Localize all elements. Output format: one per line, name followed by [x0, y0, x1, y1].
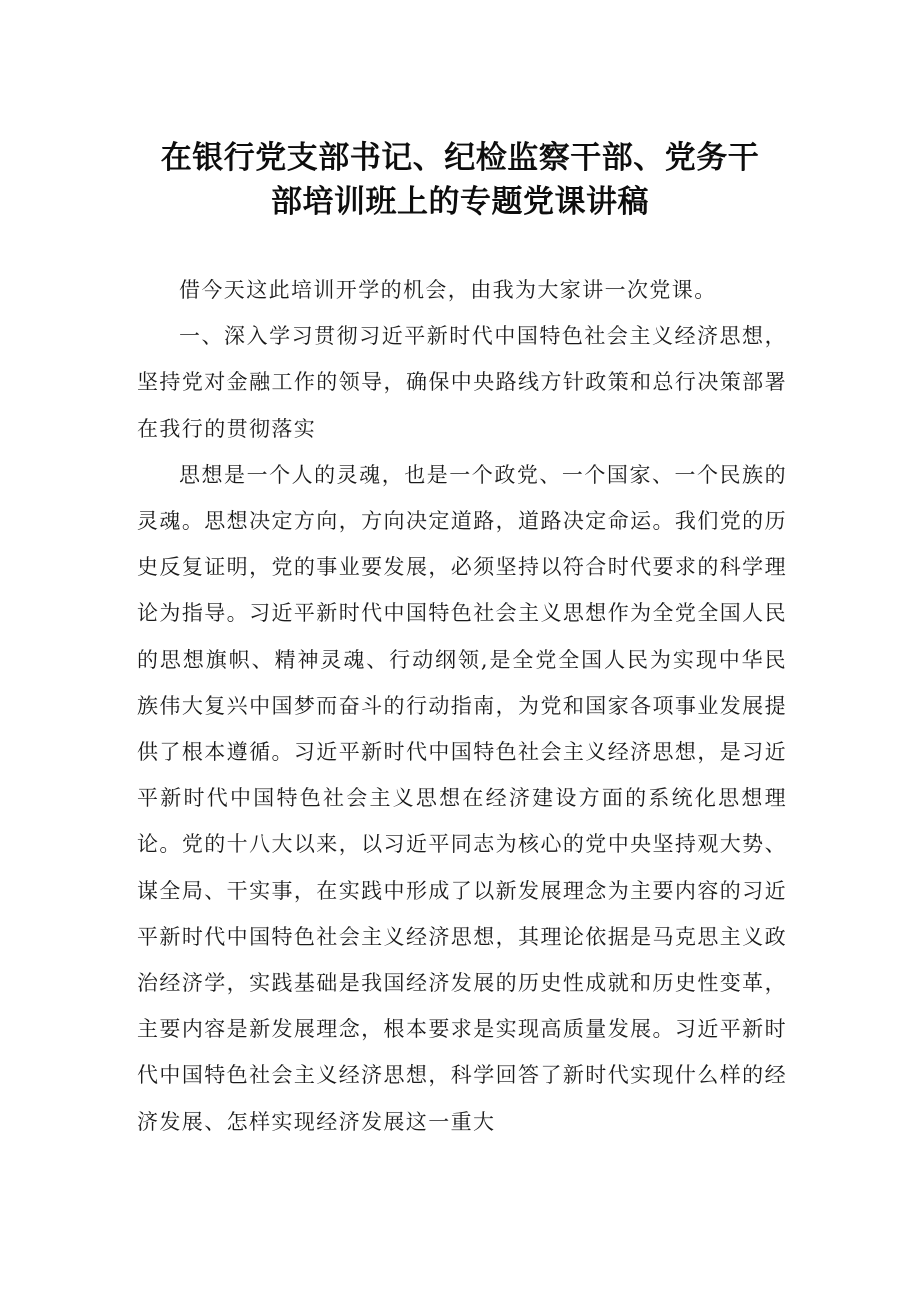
paragraph-main: 思想是一个人的灵魂，也是一个政党、一个国家、一个民族的灵魂。思想决定方向，方向决定道路，道路决定命运。我们党的历史反复证明，党的事业要发展，必须坚持以符合时代要求的科学理论为指导。习近平新时代中国特色社会主义思想作为全党全国人民的思想旗帜、精神灵魂、行动纲领,是全党全国人民为实现中华民族伟大复兴中国梦而奋斗的行动指南，为党和国家各项事业发展提供了根本遵循。习近平新时代中国特色社会主义经济思想，是习近平新时代中国特色社会主义思想在经济建设方面的系统化思想理论。党的十八大以来，以习近平同志为核心的党中央坚持观大势、谋全局、干实事，在实践中形成了以新发展理念为主要内容的习近平新时代中国特色社会主义经济思想，其理论依据是马克思主义政治经济学，实践基础是我国经济发展的历史性成就和历史性变革，主要内容是新发展理念，根本要求是实现高质量发展。习近平新时代中国特色社会主义经济思想，科学回答了新时代实现什么样的经济发展、怎样实现经济发展这一重大 — [137, 462, 787, 1134]
paragraph-intro: 借今天这此培训开学的机会，由我为大家讲一次党课。 — [179, 278, 717, 302]
section-heading-1: 一、深入学习贯彻习近平新时代中国特色社会主义经济思想，坚持党对金融工作的领导，确保中央路线方针政策和总行决策部署在我行的贯彻落实 — [137, 324, 787, 441]
document-body — [137, 267, 787, 1145]
document-title-line-2: 部培训班上的专题党课讲稿 — [271, 184, 649, 220]
document-title-line-1: 在银行党支部书记、纪检监察干部、党务干 — [160, 140, 760, 176]
